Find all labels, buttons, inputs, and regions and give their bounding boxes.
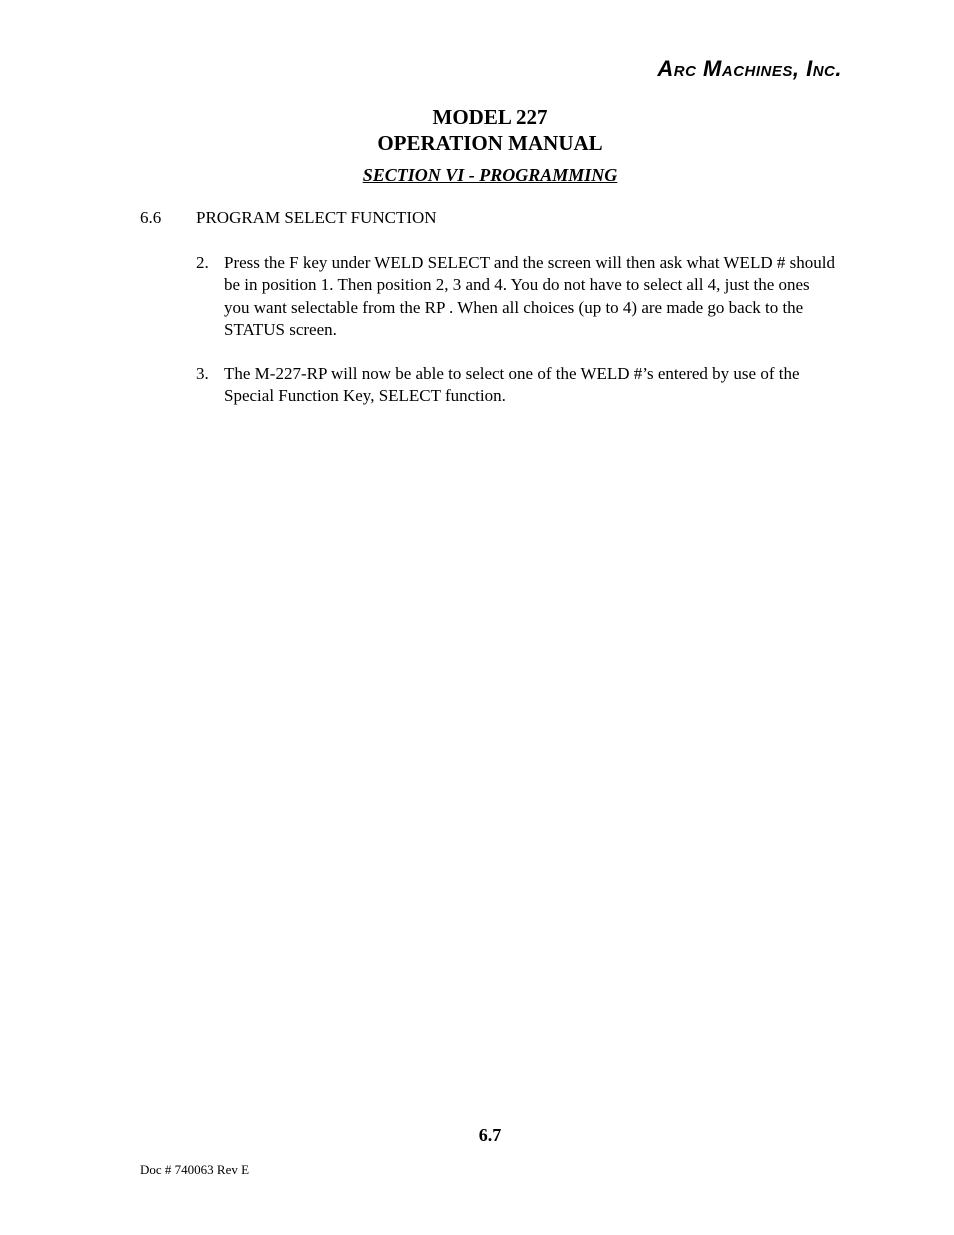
subsection-heading bbox=[140, 208, 437, 228]
step-text: The M-227-RP will now be able to select one of the WELD #’s entered by use of the Special Function Key, SELECT function. bbox=[224, 364, 800, 406]
company-logo: Arc Machines, Inc. bbox=[657, 56, 842, 81]
steps-list bbox=[196, 252, 836, 430]
step-number: 2. bbox=[196, 253, 209, 272]
title-model: MODEL 227 bbox=[432, 105, 548, 129]
step-text: Press the F key under WELD SELECT and the screen will then ask what WELD # should be in position 1. Then position 2, 3 and 4. You do not have to select all 4, just the ones you want selectable from the RP . When all choices (up to 4) are made go back to the STATUS screen. bbox=[224, 253, 835, 339]
subsection-title: PROGRAM SELECT FUNCTION bbox=[196, 208, 437, 227]
list-item bbox=[196, 252, 836, 341]
section-heading: SECTION VI - PROGRAMMING bbox=[362, 165, 618, 185]
subsection-number: 6.6 bbox=[140, 208, 162, 227]
title-manual: OPERATION MANUAL bbox=[377, 131, 603, 155]
list-item bbox=[196, 363, 836, 408]
step-number: 3. bbox=[196, 364, 209, 384]
page-number: 6.7 bbox=[478, 1125, 502, 1145]
document-title bbox=[0, 104, 954, 156]
document-id: Doc # 740063 Rev E bbox=[140, 1162, 250, 1177]
